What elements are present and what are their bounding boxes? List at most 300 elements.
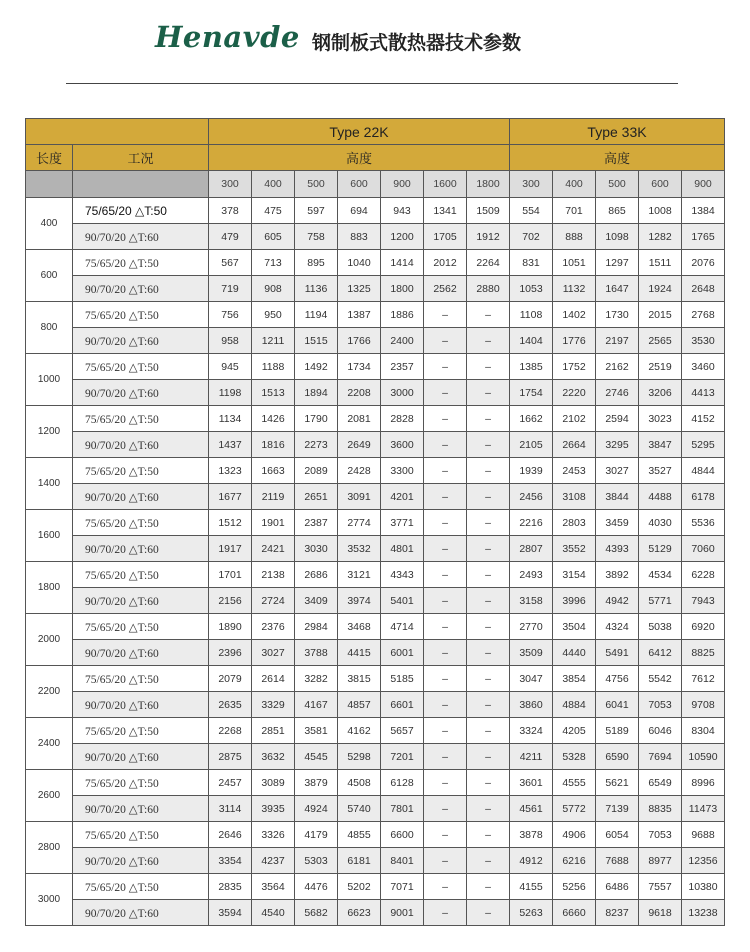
table-row [26,718,725,744]
value-cell-33k: 4393 [596,536,639,562]
value-cell-22k: 3564 [252,874,295,900]
value-cell-22k: 1341 [424,198,467,224]
length-cell: 600 [26,250,73,302]
value-cell-33k: 5256 [553,874,596,900]
height-row-blank [73,171,209,198]
value-cell-22k: 3354 [209,848,252,874]
condition-cell: 90/70/20 △T:60 [73,536,209,562]
value-cell-33k: 3844 [596,484,639,510]
value-cell-22k: 2851 [252,718,295,744]
value-cell-22k: 2614 [252,666,295,692]
value-cell-33k: 6216 [553,848,596,874]
value-cell-33k: 4884 [553,692,596,718]
value-cell-33k: 5295 [682,432,725,458]
value-cell-22k: 5740 [338,796,381,822]
value-cell-22k: 6600 [381,822,424,848]
value-cell-22k: 2646 [209,822,252,848]
condition-cell: 90/70/20 △T:60 [73,484,209,510]
value-cell-33k: 2803 [553,510,596,536]
value-cell-33k: 12356 [682,848,725,874]
condition-cell: 75/65/20 △T:50 [73,510,209,536]
value-cell-22k: 6001 [381,640,424,666]
value-cell-22k: 883 [338,224,381,250]
value-cell-22k: 2400 [381,328,424,354]
value-cell-22k: 3632 [252,744,295,770]
table-row [26,224,725,250]
value-cell-22k: – [467,432,510,458]
value-cell-22k: 2264 [467,250,510,276]
value-cell-33k: 2594 [596,406,639,432]
value-cell-33k: 702 [510,224,553,250]
value-cell-22k: 2457 [209,770,252,796]
value-cell-22k: 2724 [252,588,295,614]
value-cell-33k: 6486 [596,874,639,900]
table-row [26,692,725,718]
value-cell-22k: – [424,458,467,484]
value-cell-22k: 1890 [209,614,252,640]
value-cell-33k: 4488 [639,484,682,510]
value-cell-22k: 4857 [338,692,381,718]
value-cell-22k: 3121 [338,562,381,588]
value-cell-22k: 1663 [252,458,295,484]
header-divider [66,83,678,84]
value-cell-33k: 7694 [639,744,682,770]
value-cell-22k: 1509 [467,198,510,224]
header-blank [26,119,209,145]
value-cell-22k: 4179 [295,822,338,848]
height-22k-cell: 500 [295,171,338,198]
value-cell-22k: – [424,874,467,900]
value-cell-33k: 2565 [639,328,682,354]
table-row [26,484,725,510]
value-cell-33k: 1051 [553,250,596,276]
height-row-blank [26,171,73,198]
value-cell-22k: 2649 [338,432,381,458]
height-22k-cell: 600 [338,171,381,198]
value-cell-22k: 2119 [252,484,295,510]
condition-cell: 75/65/20 △T:50 [73,302,209,328]
value-cell-22k: 3788 [295,640,338,666]
value-cell-33k: 10380 [682,874,725,900]
condition-cell: 75/65/20 △T:50 [73,354,209,380]
value-cell-22k: – [467,354,510,380]
table-row [26,276,725,302]
value-cell-22k: 950 [252,302,295,328]
value-cell-22k: 3282 [295,666,338,692]
value-cell-33k: 9618 [639,900,682,926]
value-cell-22k: 3114 [209,796,252,822]
value-cell-22k: 694 [338,198,381,224]
value-cell-22k: 2880 [467,276,510,302]
type-22k-header: Type 22K [209,119,510,145]
height-33k-cell: 400 [553,171,596,198]
value-cell-22k: 3329 [252,692,295,718]
value-cell-33k: 3552 [553,536,596,562]
value-cell-22k: 1917 [209,536,252,562]
value-cell-33k: 7053 [639,692,682,718]
condition-cell: 75/65/20 △T:50 [73,614,209,640]
value-cell-33k: 6412 [639,640,682,666]
value-cell-33k: 5542 [639,666,682,692]
value-cell-33k: 4413 [682,380,725,406]
value-cell-33k: 2770 [510,614,553,640]
value-cell-33k: 1404 [510,328,553,354]
value-cell-33k: 831 [510,250,553,276]
value-cell-22k: 3089 [252,770,295,796]
height-22k-cell: 1800 [467,171,510,198]
value-cell-22k: – [467,614,510,640]
condition-cell: 75/65/20 △T:50 [73,822,209,848]
value-cell-22k: 4476 [295,874,338,900]
condition-cell: 75/65/20 △T:50 [73,666,209,692]
value-cell-22k: 8401 [381,848,424,874]
value-cell-22k: – [424,328,467,354]
value-cell-33k: 5328 [553,744,596,770]
value-cell-22k: – [424,822,467,848]
value-cell-22k: 479 [209,224,252,250]
value-cell-33k: 3892 [596,562,639,588]
value-cell-22k: 958 [209,328,252,354]
table-row [26,744,725,770]
value-cell-22k: 1701 [209,562,252,588]
value-cell-22k: 1886 [381,302,424,328]
value-cell-22k: 3594 [209,900,252,926]
value-cell-22k: – [424,640,467,666]
value-cell-33k: 8996 [682,770,725,796]
value-cell-33k: 2162 [596,354,639,380]
value-cell-22k: – [467,822,510,848]
value-cell-22k: – [467,640,510,666]
value-cell-33k: 4155 [510,874,553,900]
value-cell-22k: 3879 [295,770,338,796]
value-cell-22k: 758 [295,224,338,250]
value-cell-22k: 5202 [338,874,381,900]
value-cell-33k: 2197 [596,328,639,354]
condition-cell: 90/70/20 △T:60 [73,276,209,302]
radiator-spec-table [25,118,725,926]
value-cell-33k: 1053 [510,276,553,302]
value-cell-22k: 1800 [381,276,424,302]
value-cell-33k: 3206 [639,380,682,406]
value-cell-22k: 1492 [295,354,338,380]
value-cell-22k: 908 [252,276,295,302]
condition-header: 工况 [73,145,209,171]
value-cell-33k: 7557 [639,874,682,900]
value-cell-22k: 1414 [381,250,424,276]
length-cell: 1200 [26,406,73,458]
table-row [26,458,725,484]
value-cell-22k: 2635 [209,692,252,718]
value-cell-22k: – [467,692,510,718]
value-cell-33k: 1754 [510,380,553,406]
value-cell-33k: 1511 [639,250,682,276]
value-cell-22k: – [467,770,510,796]
value-cell-22k: 1816 [252,432,295,458]
value-cell-33k: 2807 [510,536,553,562]
value-cell-33k: 6228 [682,562,725,588]
value-cell-33k: 3509 [510,640,553,666]
value-cell-33k: 7688 [596,848,639,874]
value-cell-33k: 6046 [639,718,682,744]
value-cell-22k: 3300 [381,458,424,484]
value-cell-22k: 2089 [295,458,338,484]
condition-cell: 90/70/20 △T:60 [73,744,209,770]
value-cell-22k: 4508 [338,770,381,796]
value-cell-33k: 2648 [682,276,725,302]
value-cell-33k: 3996 [553,588,596,614]
value-cell-33k: 5038 [639,614,682,640]
value-cell-22k: 1387 [338,302,381,328]
value-cell-22k: 2396 [209,640,252,666]
value-cell-33k: 2102 [553,406,596,432]
length-cell: 2400 [26,718,73,770]
value-cell-22k: 4924 [295,796,338,822]
table-row [26,510,725,536]
value-cell-33k: 9708 [682,692,725,718]
table-row [26,770,725,796]
value-cell-22k: 5298 [338,744,381,770]
value-cell-22k: 3581 [295,718,338,744]
height-22k-cell: 1600 [424,171,467,198]
value-cell-22k: 1426 [252,406,295,432]
value-cell-33k: 8825 [682,640,725,666]
value-cell-33k: 2456 [510,484,553,510]
value-cell-33k: 6920 [682,614,725,640]
value-cell-33k: 888 [553,224,596,250]
value-cell-22k: 1040 [338,250,381,276]
document-title: 钢制板式散热器技术参数 [312,32,522,54]
value-cell-22k: 1894 [295,380,338,406]
value-cell-22k: 2012 [424,250,467,276]
table-row [26,900,725,926]
value-cell-22k: 1323 [209,458,252,484]
value-cell-22k: 1901 [252,510,295,536]
value-cell-22k: 3935 [252,796,295,822]
value-cell-33k: 3023 [639,406,682,432]
value-cell-22k: 1677 [209,484,252,510]
value-cell-33k: 3530 [682,328,725,354]
value-cell-22k: – [467,302,510,328]
value-cell-33k: 6178 [682,484,725,510]
value-cell-22k: 5303 [295,848,338,874]
value-cell-22k: 2984 [295,614,338,640]
value-cell-33k: 2105 [510,432,553,458]
value-cell-22k: – [424,588,467,614]
value-cell-22k: – [467,744,510,770]
value-cell-22k: 6623 [338,900,381,926]
height-header-22k: 高度 [209,145,510,171]
table-row [26,354,725,380]
condition-cell: 90/70/20 △T:60 [73,796,209,822]
value-cell-33k: 3847 [639,432,682,458]
value-cell-33k: 6041 [596,692,639,718]
value-cell-33k: 3158 [510,588,553,614]
value-cell-22k: 1513 [252,380,295,406]
value-cell-22k: – [424,562,467,588]
value-cell-33k: 6660 [553,900,596,926]
table-row [26,250,725,276]
condition-cell: 90/70/20 △T:60 [73,328,209,354]
value-cell-22k: 2686 [295,562,338,588]
value-cell-33k: 7139 [596,796,639,822]
value-cell-22k: 2208 [338,380,381,406]
value-cell-22k: 2828 [381,406,424,432]
value-cell-33k: 1008 [639,198,682,224]
value-cell-22k: 2138 [252,562,295,588]
condition-cell: 75/65/20 △T:50 [73,406,209,432]
value-cell-22k: 2376 [252,614,295,640]
type-33k-header: Type 33K [510,119,725,145]
value-cell-33k: 2216 [510,510,553,536]
length-header: 长度 [26,145,73,171]
condition-cell: 90/70/20 △T:60 [73,900,209,926]
value-cell-33k: 3047 [510,666,553,692]
value-cell-22k: – [424,614,467,640]
value-cell-22k: 6601 [381,692,424,718]
value-cell-22k: – [424,380,467,406]
page-header [0,0,750,80]
value-cell-33k: 2220 [553,380,596,406]
condition-cell: 75/65/20 △T:50 [73,718,209,744]
table-row [26,588,725,614]
table-row [26,614,725,640]
value-cell-22k: 7071 [381,874,424,900]
length-cell: 1000 [26,354,73,406]
value-cell-22k: – [467,484,510,510]
condition-cell: 90/70/20 △T:60 [73,692,209,718]
length-cell: 1600 [26,510,73,562]
value-cell-22k: 1211 [252,328,295,354]
value-cell-33k: 2768 [682,302,725,328]
value-cell-22k: 943 [381,198,424,224]
table-row [26,562,725,588]
value-cell-22k: – [467,718,510,744]
value-cell-22k: 3030 [295,536,338,562]
value-cell-33k: 2519 [639,354,682,380]
value-cell-33k: 3854 [553,666,596,692]
value-cell-33k: 7612 [682,666,725,692]
value-cell-22k: 3326 [252,822,295,848]
value-cell-33k: 3860 [510,692,553,718]
header-row-heights [26,171,725,198]
value-cell-22k: – [467,796,510,822]
value-cell-33k: 3295 [596,432,639,458]
condition-cell: 90/70/20 △T:60 [73,640,209,666]
value-cell-33k: 5491 [596,640,639,666]
value-cell-22k: 2081 [338,406,381,432]
value-cell-22k: 597 [295,198,338,224]
value-cell-22k: – [424,432,467,458]
condition-cell: 75/65/20 △T:50 [73,250,209,276]
value-cell-33k: 8304 [682,718,725,744]
value-cell-22k: 4201 [381,484,424,510]
value-cell-22k: 1766 [338,328,381,354]
value-cell-22k: – [424,744,467,770]
value-cell-22k: – [424,406,467,432]
value-cell-22k: 5401 [381,588,424,614]
height-33k-cell: 500 [596,171,639,198]
value-cell-33k: 7943 [682,588,725,614]
value-cell-22k: 378 [209,198,252,224]
length-cell: 2000 [26,614,73,666]
value-cell-22k: – [424,510,467,536]
value-cell-22k: – [424,666,467,692]
value-cell-22k: 1194 [295,302,338,328]
value-cell-22k: 1136 [295,276,338,302]
value-cell-22k: 6181 [338,848,381,874]
value-cell-22k: – [467,406,510,432]
length-cell: 3000 [26,874,73,926]
table-body [26,198,725,926]
value-cell-33k: 1297 [596,250,639,276]
length-cell: 800 [26,302,73,354]
value-cell-33k: 1752 [553,354,596,380]
value-cell-22k: – [424,354,467,380]
value-cell-22k: 1705 [424,224,467,250]
value-cell-22k: – [467,588,510,614]
condition-cell: 90/70/20 △T:60 [73,848,209,874]
value-cell-22k: – [424,302,467,328]
value-cell-22k: 4801 [381,536,424,562]
value-cell-22k: 4415 [338,640,381,666]
table-row [26,822,725,848]
table-row [26,406,725,432]
value-cell-33k: 4555 [553,770,596,796]
value-cell-22k: 605 [252,224,295,250]
value-cell-33k: 5771 [639,588,682,614]
value-cell-22k: 4162 [338,718,381,744]
value-cell-22k: 945 [209,354,252,380]
length-cell: 2600 [26,770,73,822]
value-cell-22k: 3091 [338,484,381,510]
value-cell-22k: 2079 [209,666,252,692]
length-cell: 2800 [26,822,73,874]
value-cell-33k: 1132 [553,276,596,302]
value-cell-33k: 1939 [510,458,553,484]
value-cell-22k: – [424,536,467,562]
brand-logo: Henavde [155,20,300,54]
value-cell-33k: 2015 [639,302,682,328]
value-cell-22k: 1912 [467,224,510,250]
value-cell-22k: 3468 [338,614,381,640]
table-row [26,432,725,458]
value-cell-33k: 5536 [682,510,725,536]
value-cell-22k: – [424,796,467,822]
condition-cell: 75/65/20 △T:50 [73,874,209,900]
value-cell-22k: 4343 [381,562,424,588]
height-22k-cell: 300 [209,171,252,198]
value-cell-22k: 1515 [295,328,338,354]
height-33k-cell: 300 [510,171,553,198]
value-cell-22k: 2562 [424,276,467,302]
value-cell-22k: 2774 [338,510,381,536]
value-cell-33k: 701 [553,198,596,224]
value-cell-33k: 6549 [639,770,682,796]
table-row [26,874,725,900]
value-cell-33k: 2746 [596,380,639,406]
value-cell-33k: 4942 [596,588,639,614]
value-cell-22k: 1790 [295,406,338,432]
value-cell-33k: 4756 [596,666,639,692]
value-cell-33k: 1730 [596,302,639,328]
value-cell-22k: 1512 [209,510,252,536]
value-cell-22k: 2421 [252,536,295,562]
table-row [26,328,725,354]
value-cell-22k: 3771 [381,510,424,536]
value-cell-22k: – [424,718,467,744]
table-row [26,848,725,874]
value-cell-33k: 6054 [596,822,639,848]
